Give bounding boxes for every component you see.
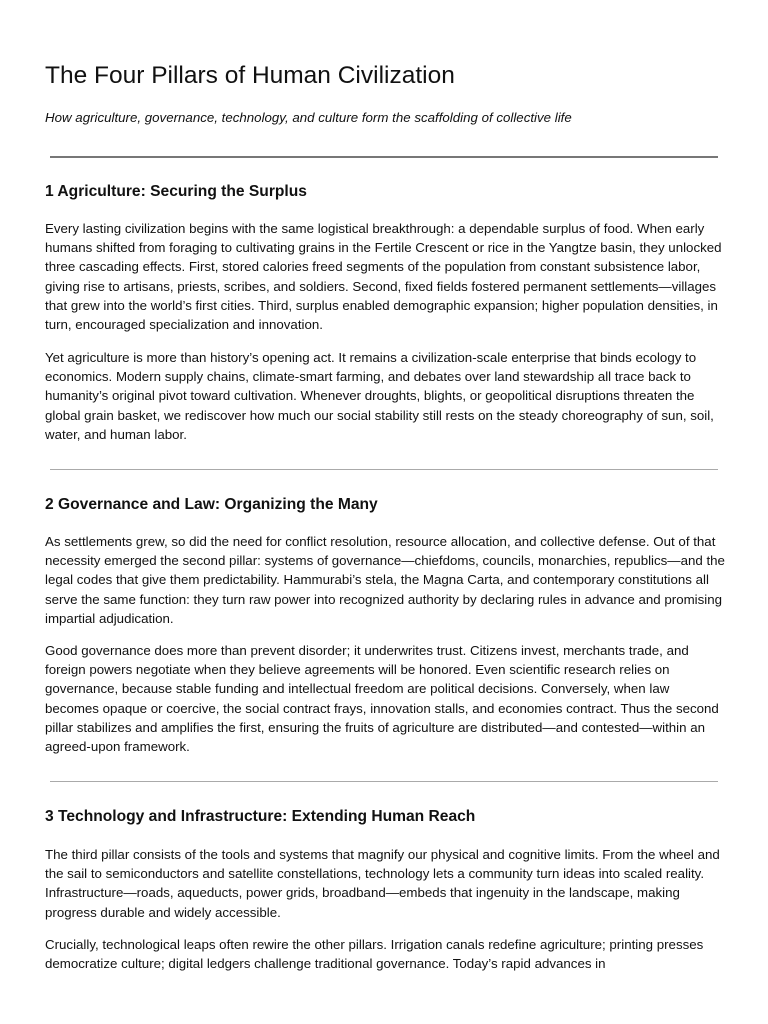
section-heading-technology: 3 Technology and Infrastructure: Extending Human Reach [45, 808, 476, 825]
section-governance-paragraph-1: As settlements grew, so did the need for conflict resolution, resource allocation, and collective defense. Out of that necessity emerged the second pillar: systems of governance—chiefdoms, councils, monarchies, republics—and the legal codes that give them predictability. Hammurabi’s stela, the Magna Carta, and contemporary constitutions all serve the same function: they turn raw power into recognized authority by declaring rules in advance and promising impartial adjudication. [45, 534, 725, 626]
article-subtitle: How agriculture, governance, technology, and culture form the scaffolding of collective life [45, 110, 572, 125]
section-divider [50, 781, 718, 782]
section-governance-paragraph-2: Good governance does more than prevent disorder; it underwrites trust. Citizens invest, merchants trade, and foreign powers negotiate when they believe agreements will be honored. Even scientific research relies on governance, because stable funding and intellectual freedom are political decisions. Conversely, when law becomes opaque or coercive, the social contract frays, innovation stalls, and economies contract. Thus the second pillar stabilizes and amplifies the first, ensuring the fruits of agriculture are distributed—and contested—within an agreed-upon framework. [45, 643, 719, 755]
article-title: The Four Pillars of Human Civilization [45, 62, 455, 89]
section-technology-paragraph-1: The third pillar consists of the tools and systems that magnify our physical and cognitive limits. From the wheel and the sail to semiconductors and satellite constellations, technology lets a community turn ideas into scaled reality. Infrastructure—roads, aqueducts, power grids, broadband—embeds that ingenuity in the landscape, making progress durable and widely accessible. [45, 847, 720, 920]
section-agriculture-paragraph-1: Every lasting civilization begins with the same logistical breakthrough: a dependable surplus of food. When early humans shifted from foraging to cultivating grains in the Fertile Crescent or rice in the Yangtze basin, they unlocked three cascading effects. First, stored calories freed segments of the population from constant subsistence labor, giving rise to artisans, priests, scribes, and soldiers. Second, fixed fields fostered permanent settlements—villages that grew into the world’s first cities. Third, surplus enabled demographic expansion; higher population densities, in turn, encouraged specialization and innovation. [45, 221, 722, 333]
section-divider [50, 469, 718, 470]
section-heading-agriculture: 1 Agriculture: Securing the Surplus [45, 183, 307, 200]
header-divider [50, 156, 718, 158]
section-heading-governance: 2 Governance and Law: Organizing the Many [45, 496, 378, 513]
section-technology-paragraph-2: Crucially, technological leaps often rewire the other pillars. Irrigation canals redefine agriculture; printing presses democratize culture; digital ledgers challenge traditional governance. Today’s rapid advances in [45, 937, 704, 972]
section-agriculture-paragraph-2: Yet agriculture is more than history’s opening act. It remains a civilization-scale enterprise that binds ecology to economics. Modern supply chains, climate-smart farming, and debates over land stewardship all trace back to humanity’s original pivot toward cultivation. Whenever droughts, blights, or geopolitical disruptions threaten the global grain basket, we rediscover how much our social stability still rests on the steady choreography of sun, soil, water, and human labor. [45, 350, 714, 442]
